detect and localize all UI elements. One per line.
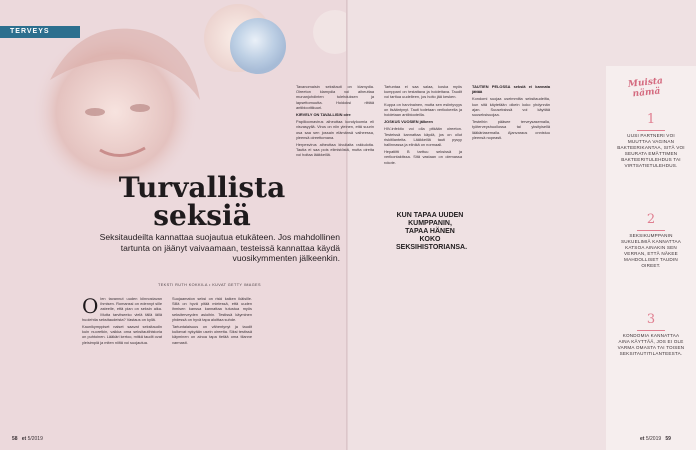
paragraph: Papilloomavirus aiheuttaa kondyloomia eli visvasyyliä. Virus on niin yleinen, että suurin osa saa sen jossain elämänsä vaiheessa, yleensä oireettomana.: [296, 119, 374, 140]
pull-quote: KUN TAPAA UUDEN KUMPPANIN, TAPAA HÄNEN KOKO SEKSIHISTORIANSA.: [396, 208, 464, 256]
byline: TEKSTI RUTH KOKKILA • KUVAT GETTY IMAGES: [158, 283, 261, 287]
issue: 5/2019: [27, 436, 43, 442]
tips-sidebar: [606, 66, 696, 450]
tip-item: [606, 312, 696, 357]
paragraph: Kaunikymppiset naiset saavat seksitaudin kuin nuoretkin, vaikka oma seksitautihistoria on puhtoinen. Lääkäri kertoo, mitkä taudit ovat yleisimpiä ja miten niiltä voi suojautua.: [82, 324, 162, 345]
issue: 5/2019: [645, 436, 662, 442]
page-number: 59: [665, 436, 671, 442]
tip-number: 1: [646, 112, 656, 127]
paragraph: Suojaamaton seksi on riski kaiken ikäisille. Sillä on hyvä pitää mielessä, että uuden ihmisen kanssa kannattaa tutustua myös seksiterveyden asioihin. Testissä käyminen yhdessä on hyvä tapa aloittaa suhde.: [172, 296, 252, 322]
body-column-3: [296, 84, 374, 160]
sidebar-title: Muista nämä: [627, 76, 664, 100]
paragraph: Tartuntalaisuus on vähentynyt ja taudit kulkevat nykyään usein oireetta. Siksi testissä käyminen on ainoa tapa tietää oma tilanne varmasti.: [172, 324, 252, 345]
title-line-2: seksiä: [153, 199, 251, 232]
subheading: KIRVELY ON TAVALLISIN oire: [296, 112, 351, 118]
section-tag: TERVEYS: [0, 26, 80, 38]
right-folio: [640, 436, 671, 442]
paragraph: HIV-infektio voi olla pitkään oireeton. Testeissä kannattaa käydä, jos on ollut riskitilanteita. Lääkkeillä tauti pysyy hallinnassa ja elinikä on normaali.: [384, 126, 462, 148]
tip-text: UUSI PARTNERI VOI MUUTTAA VAGINAN BAKTEERIKANTAA, SITÄ VOI SEURATA EMÄTTIMEN BAKTEERITULEHDUS TAI VIRTSATIETULEHDUS.: [617, 133, 685, 168]
body-column-2: [172, 296, 252, 347]
tip-item: [606, 112, 696, 169]
paragraph: Kondomi suojaa useimmilta seksitaudeilta, kun sitä käytetään oikein koko yhdynnän ajan. Suuseksissä voi käyttää suuseksisuojaa.: [472, 96, 550, 118]
tip-rule: [637, 330, 665, 331]
subheading: TAUTIEN PELOSSA seksiä ei kannata jättää: [472, 84, 550, 95]
tip-number: 2: [646, 212, 656, 227]
paragraph: Testeihin pääsee terveysasemalla, työterveyshuollossa tai yksityisellä lääkäriasemalla. Ajanvaraus onnistuu yleensä nopeasti.: [472, 119, 550, 140]
body-column-5: [472, 84, 550, 142]
paragraph: Kuppa on harvinainen, mutta sen esiintyvyys on lisääntynyt. Tauti todetaan verikokeella ja hoidetaan antibiooteilla.: [384, 101, 462, 118]
tip-number: 3: [646, 312, 656, 327]
tip-item: [606, 212, 696, 269]
tip-text: SEKSIKUMPPANIN SUKUELIMIÄ KANNATTAA KATSOA AINAKIN SEN VERRAN, ETTÄ NÄKEE MAHDOLLISET TAUDIN OIREET.: [621, 233, 681, 268]
tip-rule: [637, 230, 665, 231]
article-lede: Seksitaudeilta kannattaa suojautua etukäteen. Jos mahdollinen tartunta on jäänyt vaivaamaan, testeissä kannattaa käydä vuosikymmenten jälkeenkin.: [99, 232, 340, 263]
paragraph: [296, 112, 374, 117]
paragraph: Herpesvirus aiheuttaa kivuliaita rakkuloita. Tautia ei saa pois elimistöstä, mutta oireita voi hoitaa lääkkeillä.: [296, 142, 374, 158]
title-line-1: Turvallista: [118, 171, 286, 204]
body-column-1: [82, 296, 162, 347]
small-bubble: [313, 10, 350, 54]
eye-shape: [85, 108, 105, 116]
paragraph: [384, 119, 462, 124]
page-number: 58: [12, 436, 18, 442]
paragraph: Hepatiitti B tarttuu seksissä ja verikontaktissa. Sitä vastaan on olemassa rokote.: [384, 149, 462, 165]
body-column-4: [384, 84, 462, 167]
paragraph: Olen tavannut uuden kiinnostavan ihmisen. Romanssi on edennyt sille asteelle, että pian on seksin aika. Mutta tarvitseeko vielä tällä iällä huolehtia seksitaudeista? Vastaus on kyllä.: [82, 294, 162, 322]
subheading: JOSKUS VUOSIEN jälkeen: [384, 119, 433, 125]
eye-shape: [130, 104, 150, 112]
paragraph: Tartuntaa ei saa salaa, koska myös kumppani on testattava ja hoidettava. Taudit voi tarttua uudelleen, jos hoito jää kesken.: [384, 84, 462, 100]
left-folio: [12, 436, 43, 442]
paragraph: [472, 84, 550, 94]
blue-bubble: [230, 18, 286, 74]
article-title: [112, 171, 292, 232]
tip-text: KONDOMIA KANNATTAA AINA KÄYTTÄÄ, JOS EI OLE VARMA OMASTA TAI TOISEN SEKSITAUTITILANTEESTA.: [617, 333, 685, 356]
brand: et: [640, 436, 645, 442]
tip-rule: [637, 130, 665, 131]
paragraph: Tavanomaisin seksitauti on klamydia. Oireeton klamydia voi aiheuttaa munanjohdinten tulehduksen ja lapsettomuutta. Hoidoksi riittää antibioottikuuri.: [296, 84, 374, 110]
brand: et: [21, 436, 27, 442]
drop-cap: O: [82, 294, 99, 318]
